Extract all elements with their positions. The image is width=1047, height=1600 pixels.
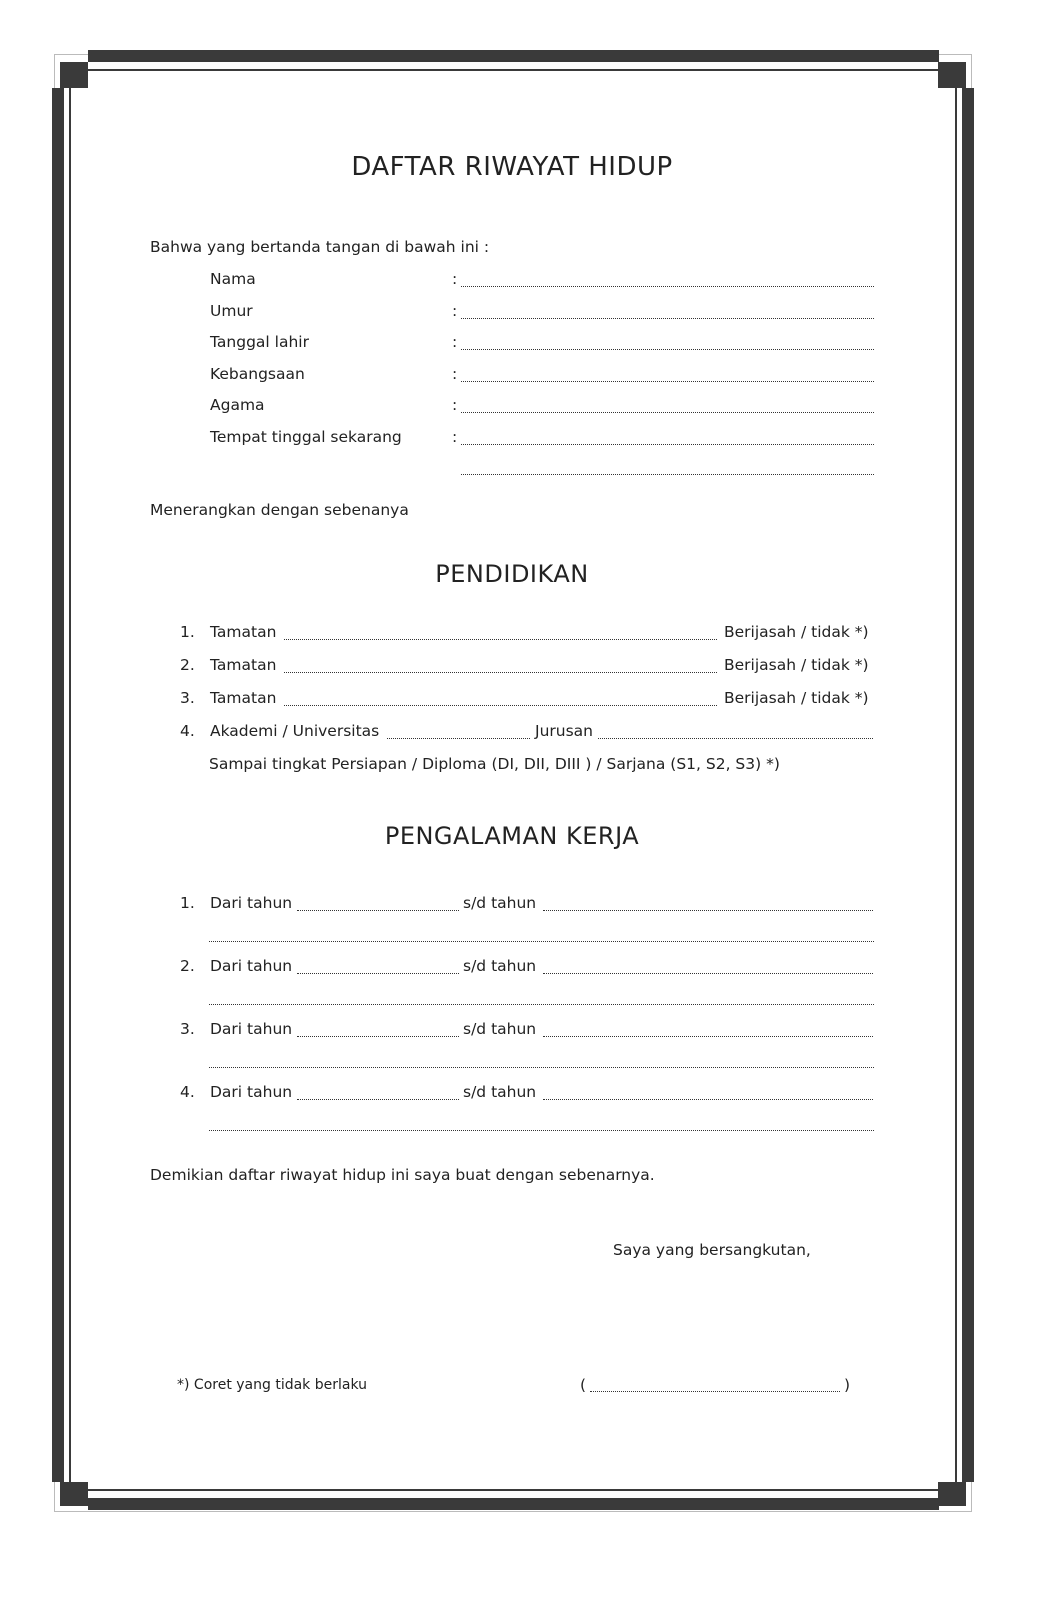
field-colon: : [452, 428, 458, 446]
list-number: 3. [180, 689, 195, 707]
work-detail-line[interactable] [209, 1130, 874, 1131]
to-year-label: s/d tahun [463, 957, 537, 975]
to-year-label: s/d tahun [463, 894, 537, 912]
from-year-label: Dari tahun [210, 1020, 293, 1038]
statement-text: Menerangkan dengan sebenanya [150, 501, 409, 519]
paren-close: ) [844, 1376, 851, 1394]
from-year-label: Dari tahun [210, 957, 293, 975]
field-label: Kebangsaan [210, 365, 305, 383]
list-number: 3. [180, 1020, 195, 1038]
list-number: 1. [180, 894, 195, 912]
field-label: Agama [210, 396, 265, 414]
field-input-line[interactable] [461, 412, 874, 413]
work-detail-line[interactable] [209, 1004, 874, 1005]
tamatan-label: Tamatan [210, 656, 277, 674]
jurusan-line[interactable] [598, 738, 873, 739]
work-detail-line[interactable] [209, 1067, 874, 1068]
field-colon: : [452, 396, 458, 414]
education-heading: PENDIDIKAN [435, 560, 589, 588]
signer-text: Saya yang bersangkutan, [613, 1241, 811, 1259]
from-year-line[interactable] [297, 1036, 459, 1037]
field-input-line[interactable] [461, 286, 874, 287]
signature-name-line[interactable] [590, 1391, 840, 1392]
level-text: Sampai tingkat Persiapan / Diploma (DI, DII, DIII ) / Sarjana (S1, S2, S3) *) [209, 755, 780, 773]
from-year-label: Dari tahun [210, 1083, 293, 1101]
list-number: 4. [180, 722, 195, 740]
from-year-line[interactable] [297, 910, 459, 911]
to-year-label: s/d tahun [463, 1020, 537, 1038]
from-year-line[interactable] [297, 1099, 459, 1100]
field-label: Tempat tinggal sekarang [210, 428, 402, 446]
footnote: *) Coret yang tidak berlaku [177, 1377, 368, 1393]
to-year-line[interactable] [543, 1036, 873, 1037]
list-number: 2. [180, 957, 195, 975]
field-label: Umur [210, 302, 253, 320]
tamatan-line[interactable] [284, 705, 717, 706]
from-year-line[interactable] [297, 973, 459, 974]
address-line-2[interactable] [461, 474, 874, 475]
paren-open: ( [580, 1376, 587, 1394]
field-input-line[interactable] [461, 318, 874, 319]
field-colon: : [452, 365, 458, 383]
list-number: 4. [180, 1083, 195, 1101]
page-title: DAFTAR RIWAYAT HIDUP [351, 152, 673, 182]
list-number: 2. [180, 656, 195, 674]
from-year-label: Dari tahun [210, 894, 293, 912]
field-label: Nama [210, 270, 256, 288]
jurusan-label: Jurusan [535, 722, 593, 740]
field-colon: : [452, 333, 458, 351]
to-year-line[interactable] [543, 973, 873, 974]
list-number: 1. [180, 623, 195, 641]
work-detail-line[interactable] [209, 941, 874, 942]
tamatan-line[interactable] [284, 672, 717, 673]
field-input-line[interactable] [461, 381, 874, 382]
akademi-label: Akademi / Universitas [210, 722, 380, 740]
work-heading: PENGALAMAN KERJA [384, 822, 640, 850]
closing-text: Demikian daftar riwayat hidup ini saya buat dengan sebenarnya. [150, 1166, 655, 1184]
berijasah-option: Berijasah / tidak *) [724, 623, 869, 641]
akademi-line[interactable] [387, 738, 530, 739]
field-colon: : [452, 302, 458, 320]
field-input-line[interactable] [461, 444, 874, 445]
berijasah-option: Berijasah / tidak *) [724, 656, 869, 674]
field-colon: : [452, 270, 458, 288]
tamatan-line[interactable] [284, 639, 717, 640]
field-input-line[interactable] [461, 349, 874, 350]
to-year-label: s/d tahun [463, 1083, 537, 1101]
to-year-line[interactable] [543, 1099, 873, 1100]
berijasah-option: Berijasah / tidak *) [724, 689, 869, 707]
intro-text: Bahwa yang bertanda tangan di bawah ini : [150, 238, 490, 256]
tamatan-label: Tamatan [210, 623, 277, 641]
field-label: Tanggal lahir [210, 333, 309, 351]
tamatan-label: Tamatan [210, 689, 277, 707]
to-year-line[interactable] [543, 910, 873, 911]
